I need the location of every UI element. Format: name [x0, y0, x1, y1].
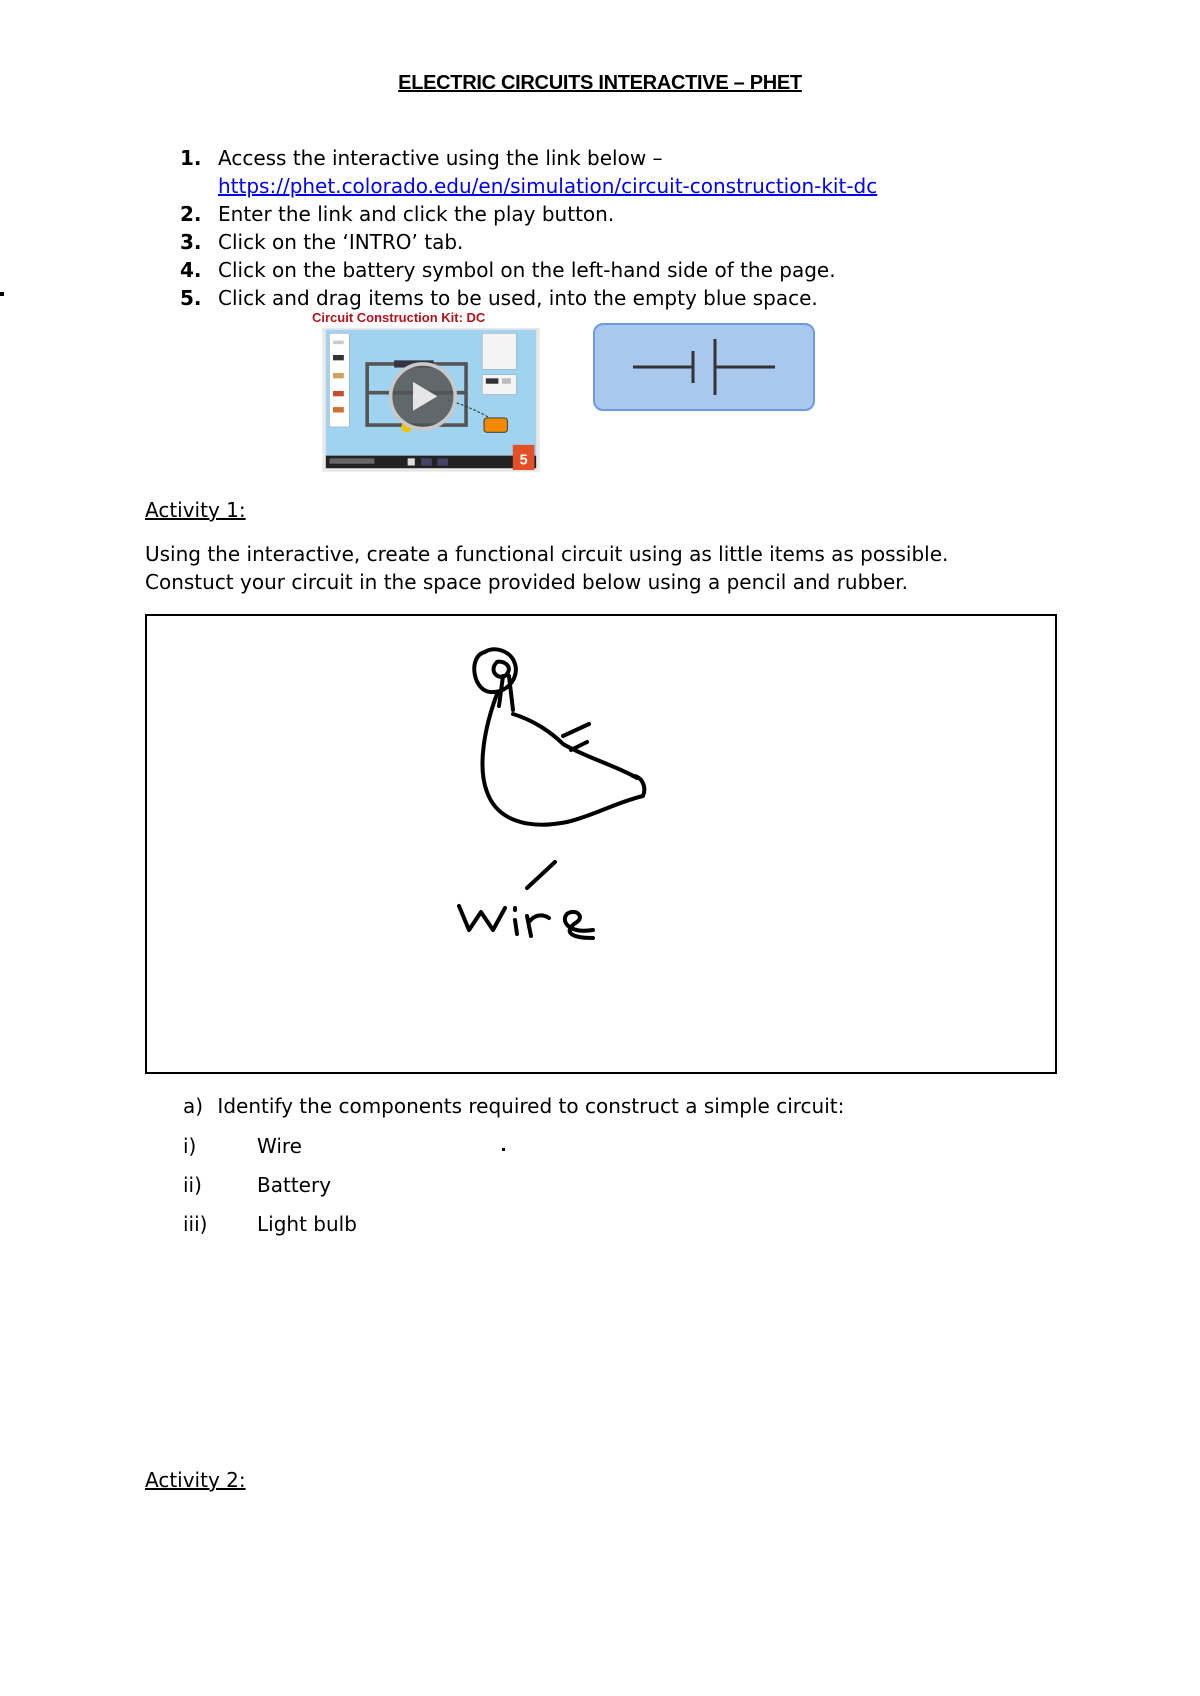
- options-panel: [482, 333, 516, 369]
- question-label: a): [183, 1094, 204, 1118]
- ammeter-component: [484, 418, 507, 432]
- battery-symbol-button[interactable]: [593, 323, 815, 411]
- battery-symbol-icon: [595, 325, 813, 409]
- stray-mark: [502, 1148, 505, 1151]
- instruction-line: Constuct your circuit in the space provided below using a pencil and rubber.: [145, 570, 909, 594]
- answer-label: ii): [183, 1173, 202, 1197]
- instruction-list: [180, 144, 1080, 312]
- svg-text:5: 5: [519, 452, 528, 469]
- activity-1-instructions: [145, 540, 1065, 596]
- step-text: Click on the ‘INTRO’ tab.: [218, 230, 464, 254]
- step-3: [180, 228, 1080, 256]
- step-number: 5.: [180, 286, 202, 310]
- simulation-thumbnail[interactable]: [310, 328, 552, 488]
- step-1: [180, 144, 1080, 200]
- thumbnail-caption: Circuit Construction Kit: DC: [312, 310, 486, 325]
- step-4: [180, 256, 1080, 284]
- answer-value: Battery: [257, 1173, 332, 1197]
- answer-label: i): [183, 1134, 197, 1158]
- activity-2-heading: Activity 2:: [145, 1468, 246, 1492]
- step-number: 2.: [180, 202, 202, 226]
- question-a: [183, 1094, 844, 1118]
- phet-link[interactable]: https://phet.colorado.edu/en/simulation/circuit-construction-kit-dc: [218, 174, 878, 198]
- step-5: [180, 284, 1080, 312]
- question-text: Identify the components required to construct a simple circuit:: [217, 1094, 845, 1118]
- component-toolbox: [329, 333, 349, 426]
- step-text: Click on the battery symbol on the left-hand side of the page.: [218, 258, 836, 282]
- step-number: 4.: [180, 258, 202, 282]
- drawing-area[interactable]: [145, 614, 1057, 1074]
- stray-mark: [0, 292, 4, 296]
- document-title: ELECTRIC CIRCUITS INTERACTIVE – PHET: [398, 72, 802, 94]
- hand-drawn-circuit: [147, 616, 1054, 1071]
- step-text: Enter the link and click the play button.: [218, 202, 615, 226]
- answer-value: Wire: [257, 1134, 302, 1158]
- step-number: 3.: [180, 230, 202, 254]
- step-text: Click and drag items to be used, into the empty blue space.: [218, 286, 818, 310]
- instruction-line: Using the interactive, create a functional circuit using as little items as possible.: [145, 542, 949, 566]
- step-text: Access the interactive using the link below –: [218, 146, 663, 170]
- answer-value: Light bulb: [257, 1212, 357, 1236]
- step-number: 1.: [180, 146, 202, 170]
- answer-label: iii): [183, 1212, 208, 1236]
- step-2: [180, 200, 1080, 228]
- activity-1-heading: Activity 1:: [145, 498, 246, 522]
